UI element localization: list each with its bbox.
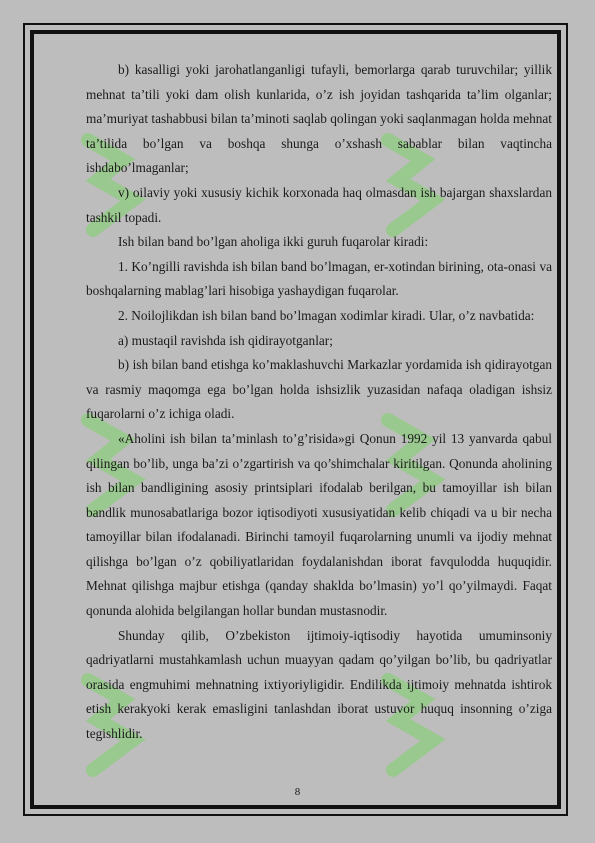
page-number: 8 xyxy=(294,786,301,798)
paragraph: a) mustaqil ravishda ish qidirayotganlar; xyxy=(118,332,333,348)
paragraph: b) kasalligi yoki jarohatlanganligi tufayli, bemorlarga qarab turuvchilar; yillik mehnat ta’tili yoki dam olish kunlarida, o’z ish joyidan tashqarida ta’lim olganlar; ma’muriyat tashabbusi bilan ta’minoti saqlab qolingan yoki saqlanmagan holda mehnat ta’tilida bo’lgan va boshqa shunga o’xshash sabablar bilan vaqtincha ishdabo’lmaganlar; xyxy=(86,62,552,176)
paragraph: «Aholini ish bilan ta’minlash to’g’risida»gi Qonun 1992 yil 13 yanvarda qabul qilingan bo’lib, unga ba’zi o’zgartirish va qo’shimchalar kiritilgan. Qonunda aholining ish bilan bandligining asosiy printsiplari ifodalab berilgan, bu tamoyillar ish bilan bandlik munosabatlariga bozor iqtisodiyoti xususiyatidan kelib chiqadi va u bir necha tamoyillar bilan ifodalanadi. Birinchi tamoyil fuqarolarning unumli va ijodiy mehnat qilishga bo’lgan o’z qobiliyatlaridan foydalanishdan iborat favqulodda huquqidir. Mehnat qilishga majbur etishga (qanday shaklda bo’lmasin) yo’l qo’yilmaydi. Faqat qonunda alohida belgilangan hollar bundan mustasnodir. xyxy=(86,430,552,619)
paragraph: Shunday qilib, O’zbekiston ijtimoiy-iqtisodiy hayotida umuminsoniy qadriyatlarni mustahkamlash uchun muayyan qadam qo’yilgan bo’lib, bu qadriyatlar orasida engmuhimi mehnatning ixtiyoriyligidir. Endilikda ijtimoiy mehnatda ishtirok etish kerakyoki kerak emasligini tanlashdan iborat ustuvor huquq insonning o’ziga tegishlidir. xyxy=(86,627,552,742)
paragraph: 2. Noilojlikdan ish bilan band bo’lmagan xodimlar kiradi. Ular, o’z navbatida: xyxy=(118,307,535,323)
document-body xyxy=(86,58,552,747)
paragraph: v) oilaviy yoki xususiy kichik korxonada haq olmasdan ish bajargan shaxslardan tashkil topadi. xyxy=(86,184,552,225)
paragraph: b) ish bilan band etishga ko’maklashuvchi Markazlar yordamida ish qidirayotgan va rasmiy maqomga ega bo’lgan holda ishsizlik yuzasidan nafaqa oladigan ishsiz fuqarolarni o’z ichiga oladi. xyxy=(86,357,552,422)
paragraph: Ish bilan band bo’lgan aholiga ikki guruh fuqarolar kiradi: xyxy=(118,234,429,250)
paragraph: 1. Ko’ngilli ravishda ish bilan band bo’lmagan, er-xotindan birining, ota-onasi va boshqalarning mablag’lari hisobiga yashaydigan fuqarolar. xyxy=(86,258,552,299)
